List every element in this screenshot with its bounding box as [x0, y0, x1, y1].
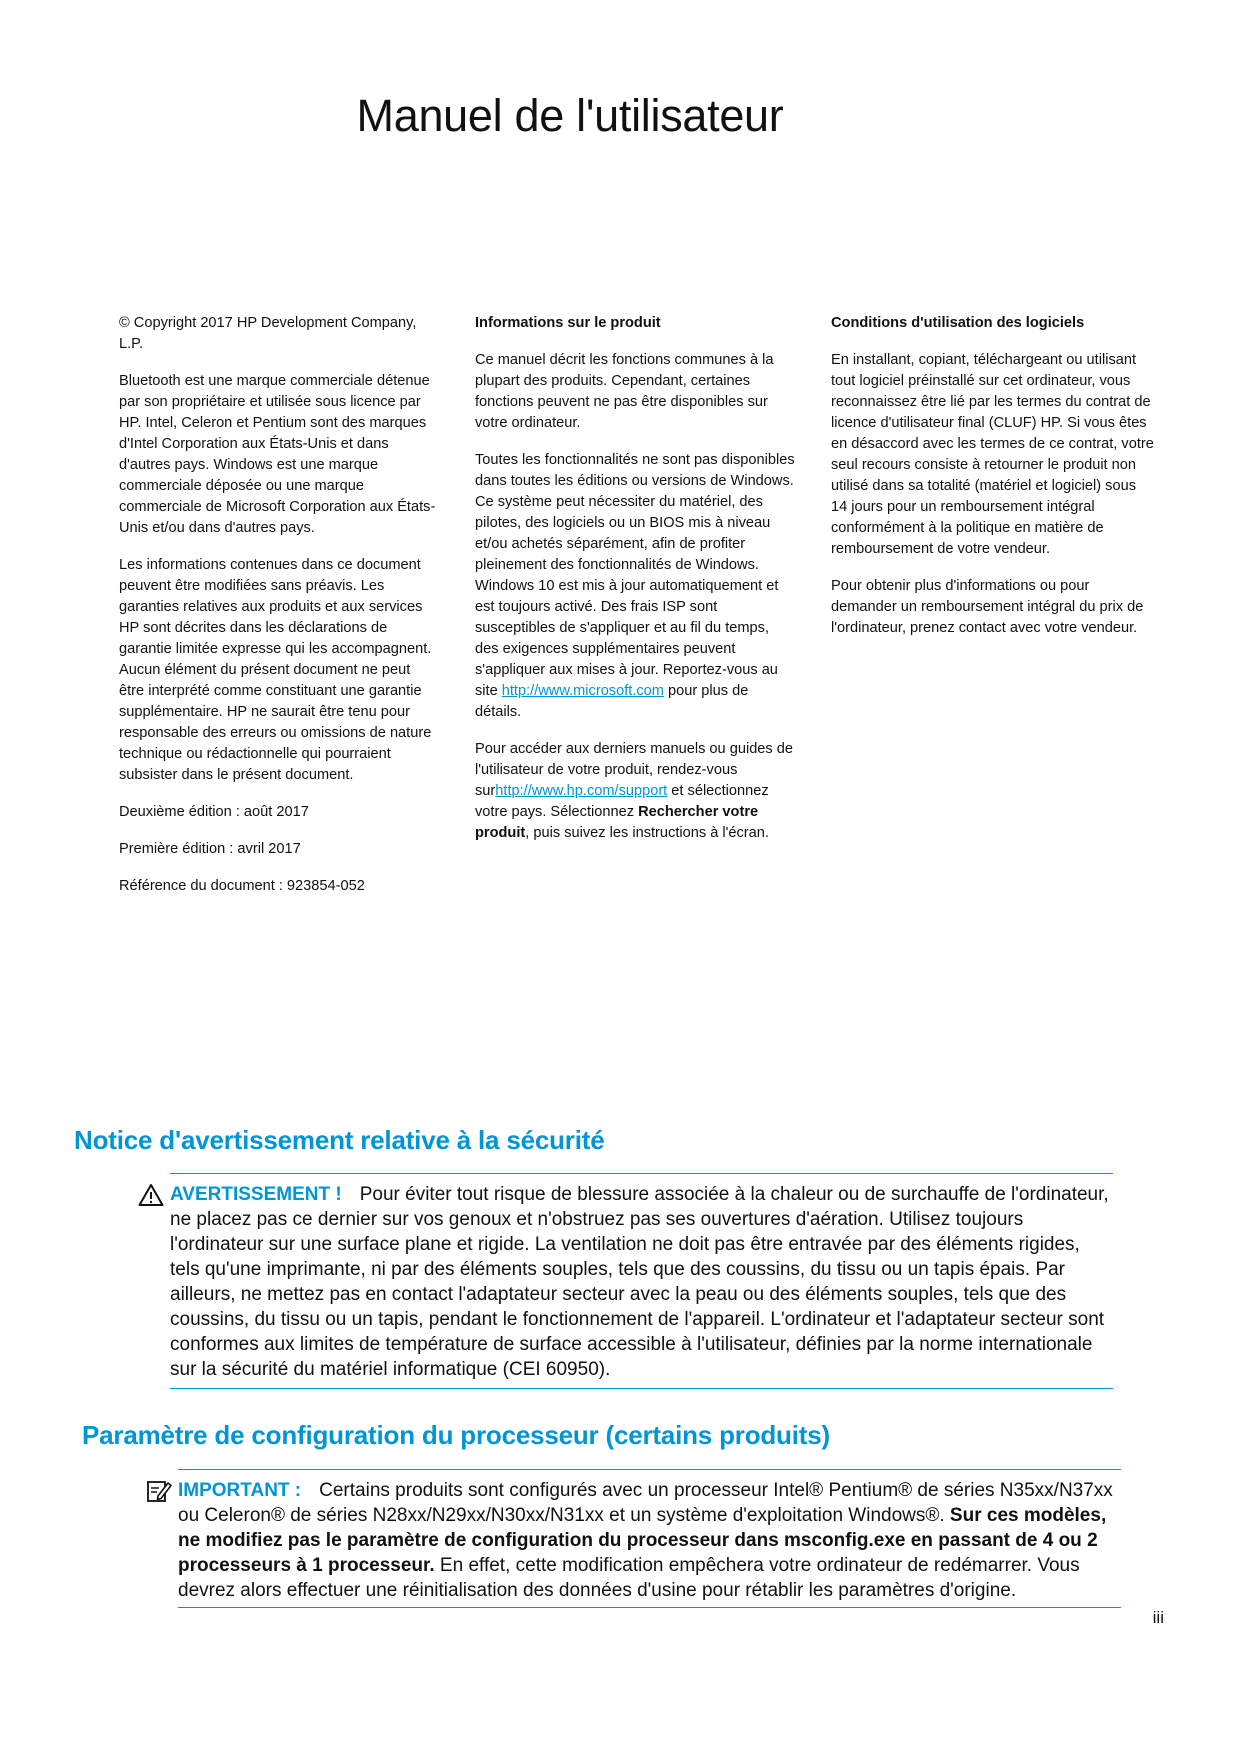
- page-number: iii: [1152, 1608, 1164, 1627]
- software-terms-paragraph-1: En installant, copiant, téléchargeant ou utilisant tout logiciel préinstallé sur cet ordinateur, vous reconnaissez être lié par les termes du contrat de licence d'utilisateur final (CLUF) HP. Si vous êtes en désaccord avec les termes de ce contrat, votre seul recours consiste à retourner le produit non utilisé dans sa totalité (matériel et logiciel) sous 14 jours pour un remboursement intégral conformément à la politique en matière de remboursement de votre vendeur.: [831, 352, 1154, 557]
- copyright-notice: © Copyright 2017 HP Development Company, L.P.: [119, 315, 417, 352]
- search-product-emphasis: Rechercher votre produit: [475, 804, 759, 841]
- processor-important-notice: [178, 1469, 1121, 1608]
- copyright-column: [119, 313, 437, 913]
- product-info-paragraph-1: Ce manuel décrit les fonctions communes à la plupart des produits. Cependant, certaines fonctions peuvent ne pas être disponibles sur votre ordinateur.: [475, 352, 774, 431]
- warning-text: Pour éviter tout risque de blessure associée à la chaleur ou de surchauffe de l'ordinateur, ne placez pas ce dernier sur vos genoux et n'obstruez pas ses ouvertures d'aération. Utilisez toujours l'ordinateur sur une surface plane et rigide. La ventilation ne doit pas être entravée par des éléments rigides, tels qu'une imprimante, ni par des éléments souples, tels que des coussins, du tissu ou un tapis épais. Par ailleurs, ne mettez pas en contact l'adaptateur secteur avec la peau ou des éléments souples, tels que des coussins, du tissu ou un tapis, pendant le fonctionnement de l'appareil. L'ordinateur et l'adaptateur secteur sont conformes aux limites de température de surface accessible à l'utilisateur, définies par la norme internationale sur la sécurité du matériel informatique (CEI 60950).: [170, 1184, 1109, 1380]
- first-edition: Première édition : avril 2017: [119, 841, 301, 857]
- important-label: IMPORTANT :: [178, 1480, 302, 1501]
- second-edition: Deuxième édition : août 2017: [119, 804, 309, 820]
- warning-triangle-icon: [138, 1183, 164, 1207]
- important-text-start: Certains produits sont configurés avec un processeur Intel® Pentium® de séries N35xx/N37xx ou Celeron® de séries N28xx/N29xx/N30xx/N31xx et un système d'exploitation Windows®.: [178, 1480, 1113, 1526]
- product-info-heading: Informations sur le produit: [475, 315, 661, 331]
- software-terms-paragraph-2: Pour obtenir plus d'informations ou pour demander un remboursement intégral du prix de l'ordinateur, prenez contact avec votre vendeur.: [831, 578, 1144, 636]
- page-title: Manuel de l'utilisateur: [356, 90, 784, 142]
- safety-section-title: Notice d'avertissement relative à la sécurité: [74, 1125, 605, 1155]
- product-info-column: [475, 313, 795, 860]
- product-info-paragraph-2: Toutes les fonctionnalités ne sont pas disponibles dans toutes les éditions ou versions de Windows. Ce système peut nécessiter du matériel, des pilotes, des logiciels ou un BIOS mis à niveau et/ou achetés séparément, afin de profiter pleinement des fonctionnalités de Windows. Windows 10 est mis à jour automatiquement et est toujours activé. Des frais ISP sont susceptibles de s'appliquer et au fil du temps, des exigences supplémentaires peuvent s'appliquer aux mises à jour. Reportez-vous au site http://www.microsoft.com pour plus de détails.: [475, 452, 795, 720]
- software-terms-column: [831, 313, 1156, 655]
- hp-support-link[interactable]: http://www.hp.com/support: [495, 783, 668, 799]
- microsoft-link[interactable]: http://www.microsoft.com: [501, 683, 664, 699]
- safety-warning-notice: [170, 1173, 1113, 1389]
- disclaimer-notice: Les informations contenues dans ce document peuvent être modifiées sans préavis. Les garanties relatives aux produits et aux services HP sont décrites dans les déclarations de garantie limitée expresse qui les accompagnent. Aucun élément du présent document ne peut être interprété comme constituant une garantie supplémentaire. HP ne saurait être tenu pour responsable des erreurs ou omissions de nature technique ou rédactionnelle qui pourraient subsister dans le présent document.: [119, 557, 432, 783]
- warning-label: AVERTISSEMENT !: [170, 1184, 342, 1205]
- product-info-paragraph-3: Pour accéder aux derniers manuels ou guides de l'utilisateur de votre produit, rendez-vous surhttp://www.hp.com/support et sélectionnez votre pays. Sélectionnez Rechercher votre produit, puis suivez les instructions à l'écran.: [475, 741, 794, 841]
- important-text-end: En effet, cette modification empêchera votre ordinateur de redémarrer. Vous devrez alors effectuer une réinitialisation des données d'usine pour rétablir les paramètres d'origine.: [178, 1555, 1080, 1601]
- important-text-bold: Sur ces modèles, ne modifiez pas le paramètre de configuration du processeur dans msconfig.exe en passant de 4 ou 2 processeurs à 1 processeur.: [178, 1505, 1107, 1576]
- software-terms-heading: Conditions d'utilisation des logiciels: [831, 315, 1085, 331]
- important-note-icon: [146, 1479, 172, 1503]
- trademarks-notice: Bluetooth est une marque commerciale détenue par son propriétaire et utilisée sous licence par HP. Intel, Celeron et Pentium sont des marques d'Intel Corporation aux États-Unis et dans d'autres pays. Windows est une marque commerciale déposée ou une marque commerciale de Microsoft Corporation aux États-Unis et/ou dans d'autres pays.: [119, 373, 436, 536]
- processor-section-title: Paramètre de configuration du processeur (certains produits): [82, 1420, 830, 1450]
- document-reference: Référence du document : 923854-052: [119, 878, 365, 894]
